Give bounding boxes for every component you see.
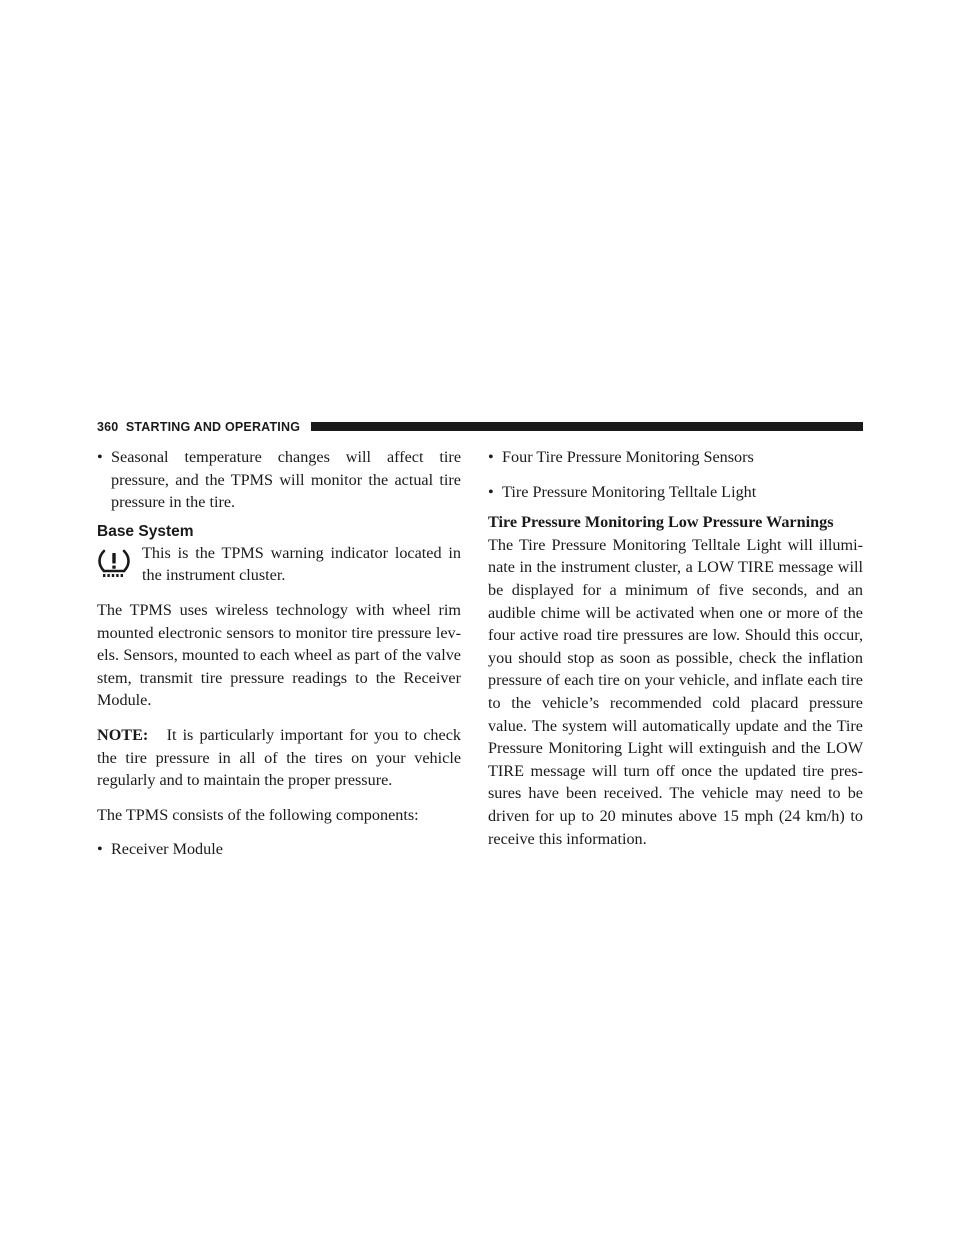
bullet-receiver	[97, 838, 461, 861]
left-column	[97, 446, 461, 861]
page-header-text	[97, 419, 300, 435]
low-pressure-warnings-heading: Tire Pressure Monitoring Low Pressure Warnings	[488, 513, 834, 532]
bullet-telltale	[488, 481, 863, 504]
note-text: It is particularly important for you to check the tire pressure in all of the tires on your vehicle regularly and to maintain the proper pressure.	[97, 725, 461, 790]
low-pressure-warnings-paragraph: The Tire Pressure Monitoring Telltale Light will illumi-nate in the instrument cluster, a LOW TIRE message will be displayed for a minimum of five seconds, and an audible chime will be activated when one or more of the four active road tire pressures are low. Should this occur, you should stop as soon as possible, check the inflation pressure of each tire on your vehicle, and inflate each tire to the vehicle’s recommended cold placard pressure value. The system will automatically update and the Tire Pressure Monitoring Light will extinguish and the LOW TIRE message will turn off once the updated tire pres-sures have been received. The vehicle may need to be driven for up to 20 minutes above 15 mph (24 km/h) to receive this information.	[488, 535, 863, 848]
bullet-seasonal	[97, 446, 461, 514]
tpms-indicator-row	[97, 542, 461, 587]
bullet-dot: •	[488, 448, 494, 466]
bullet-sensors-text: Four Tire Pressure Monitoring Sensors	[502, 448, 754, 466]
tpms-warning-icon	[98, 548, 130, 578]
bullet-dot: •	[488, 482, 494, 501]
header-rule-bar	[311, 422, 863, 431]
page-number: 360	[97, 420, 119, 434]
bullet-receiver-text: Receiver Module	[111, 840, 223, 859]
components-intro: The TPMS consists of the following components:	[97, 805, 419, 824]
paragraph-wireless: The TPMS uses wireless technology with wheel rim mounted electronic sensors to monitor tire pressure lev-els. Sensors, mounted to each wheel as part of the valve stem, transmit tire pressure readings to the Receiver Module.	[97, 600, 461, 710]
right-column	[488, 446, 863, 850]
tpms-indicator-text: This is the TPMS warning indicator located in the instrument cluster.	[142, 543, 461, 585]
note-paragraph	[97, 724, 461, 792]
note-label: NOTE:	[97, 725, 149, 744]
bullet-sensors	[488, 446, 863, 469]
section-title: STARTING AND OPERATING	[125, 420, 301, 434]
bullet-dot: •	[97, 448, 103, 466]
bullet-telltale-text: Tire Pressure Monitoring Telltale Light	[502, 482, 757, 501]
base-system-heading: Base System	[97, 522, 194, 540]
page-header	[97, 419, 863, 435]
bullet-dot: •	[97, 840, 103, 859]
bullet-seasonal-text: Seasonal temperature changes will affect tire pressure, and the TPMS will monitor the actual tire pressure in the tire.	[111, 448, 461, 512]
